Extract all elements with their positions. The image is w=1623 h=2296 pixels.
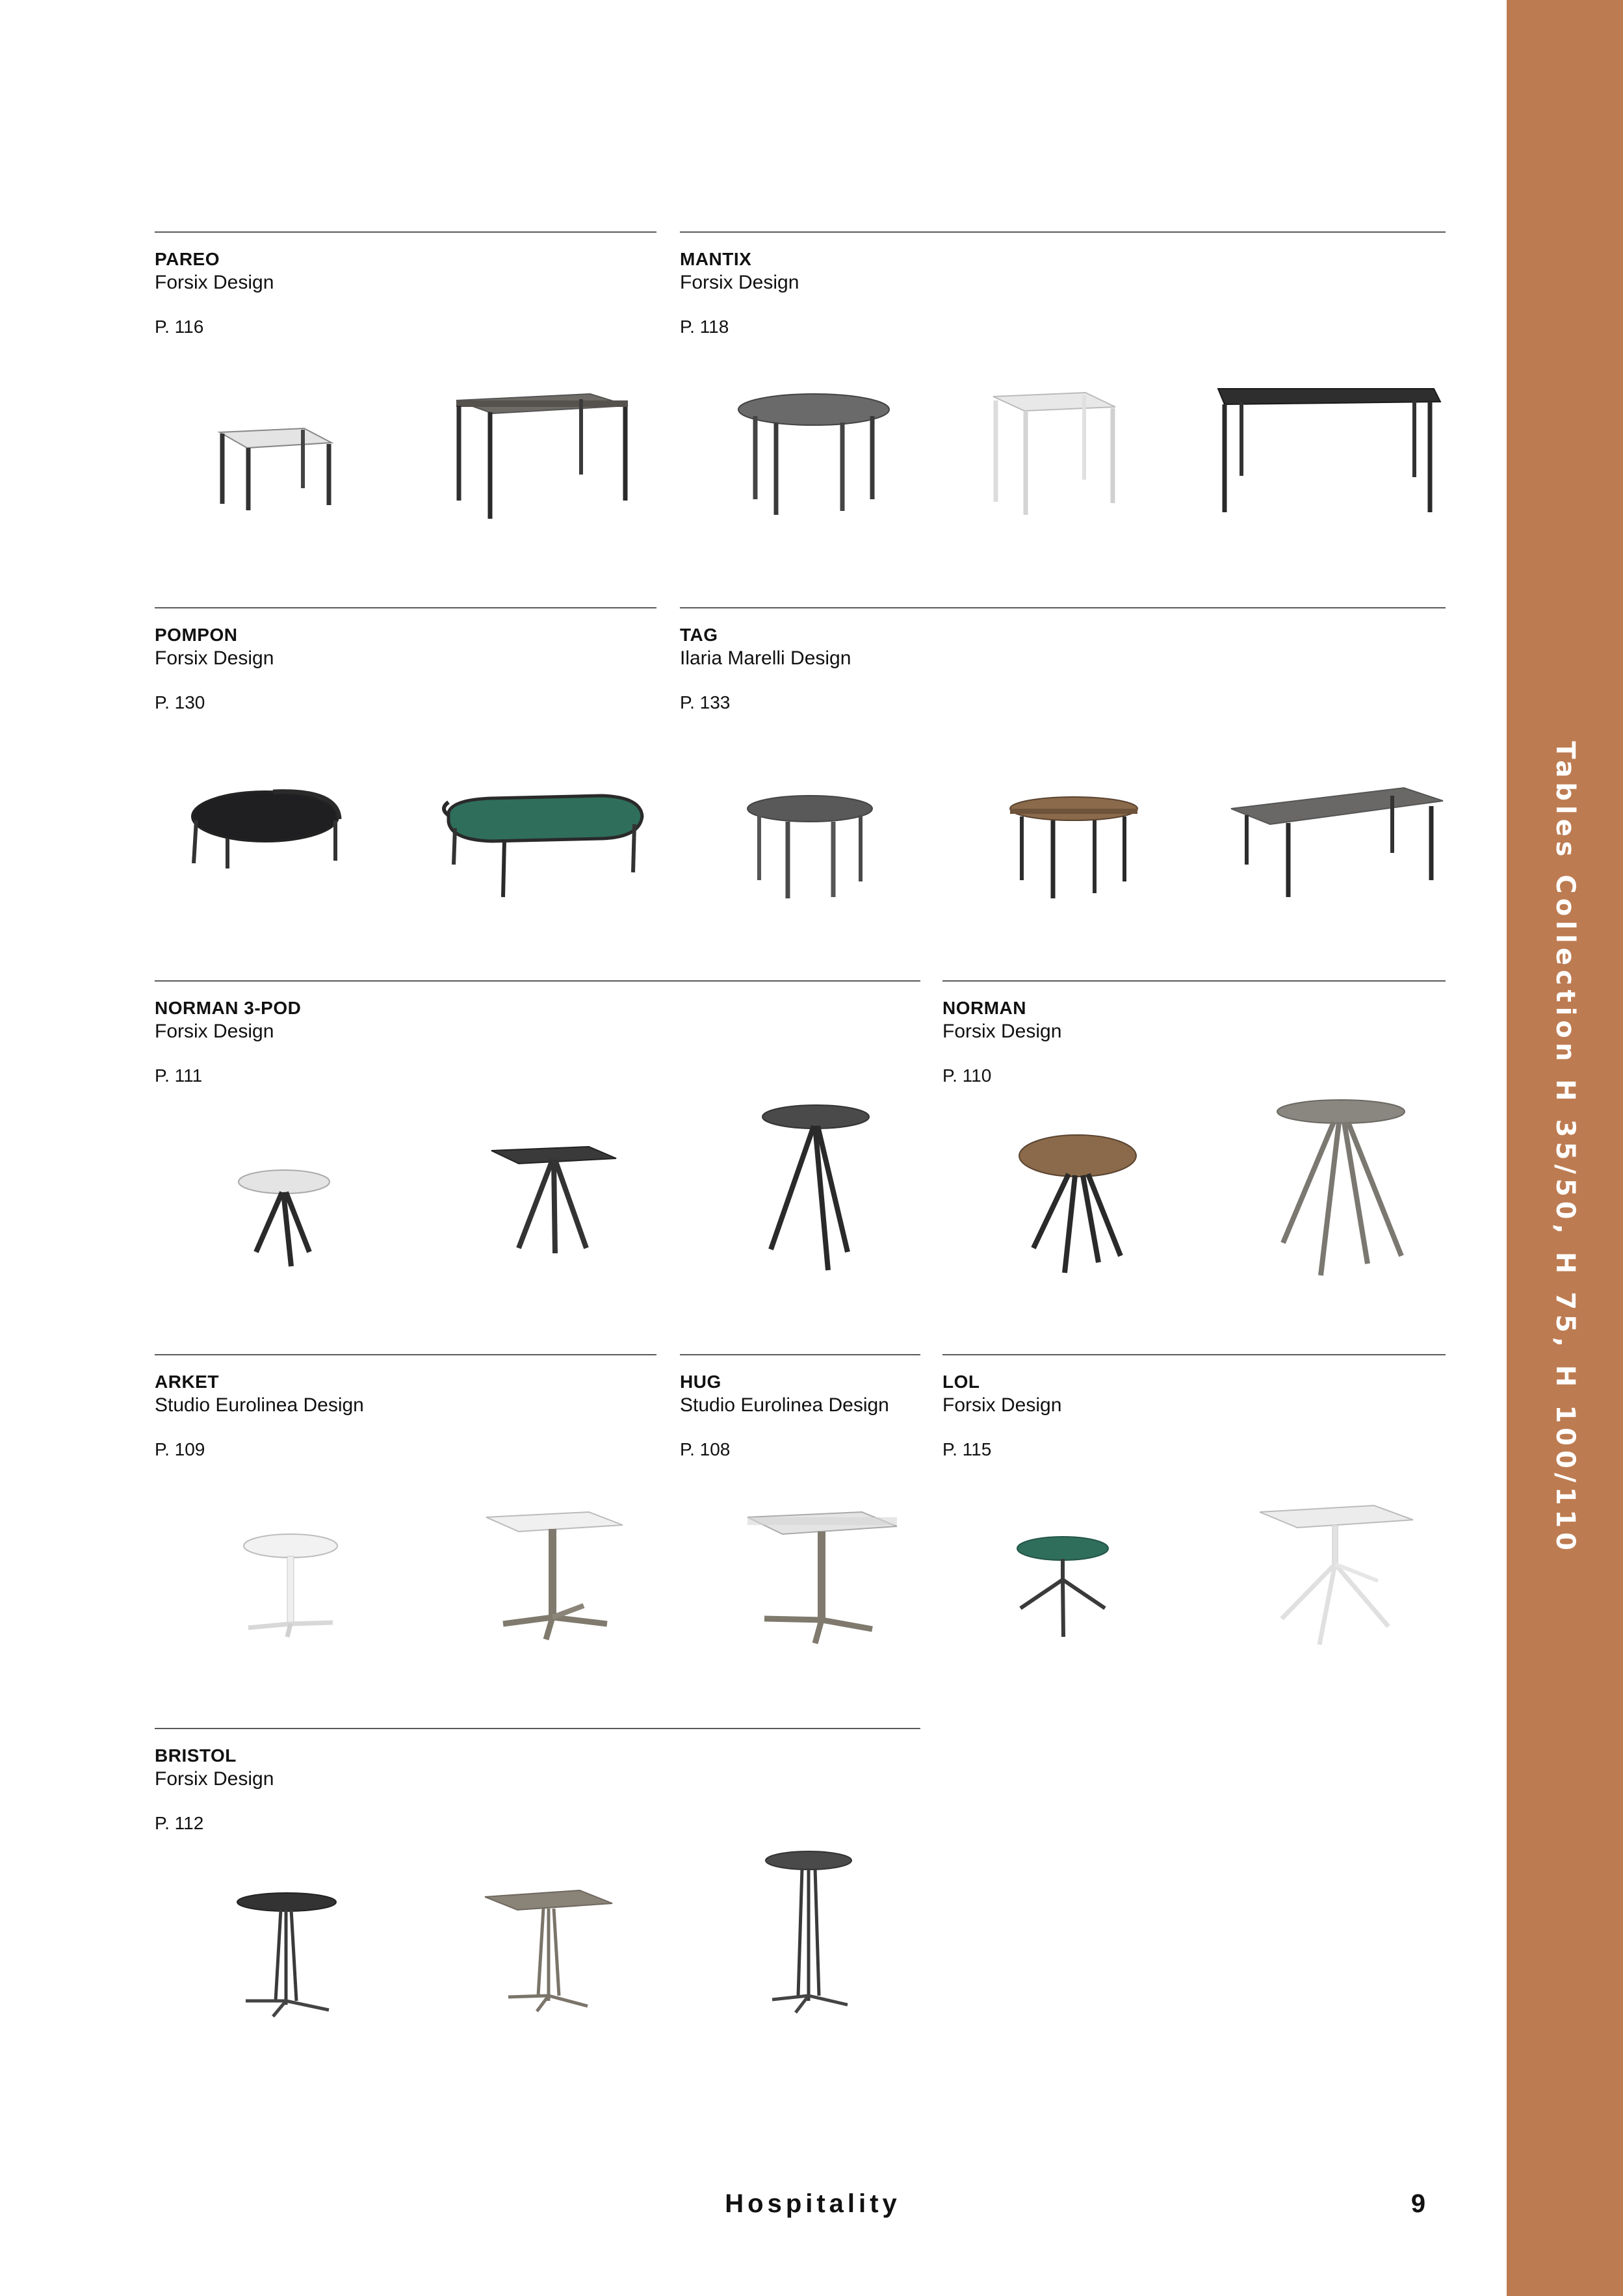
lol-square-white-table-image xyxy=(1258,1503,1416,1647)
mantix-round-table-image xyxy=(736,390,892,517)
norman-bar-table-image xyxy=(1274,1097,1408,1277)
hug-square-table-image xyxy=(745,1508,900,1646)
pareo-low-table-image xyxy=(208,419,338,517)
side-band xyxy=(1507,0,1623,2296)
designer-name: Studio Eurolinea Design xyxy=(155,1394,364,1416)
section-pareo xyxy=(155,231,656,338)
designer-name: Ilaria Marelli Design xyxy=(680,647,851,669)
norman-3-pod-low-round-table-image xyxy=(237,1168,331,1270)
designer-name: Studio Eurolinea Design xyxy=(680,1394,889,1416)
product-name: LOL xyxy=(942,1372,980,1392)
bristol-square-table-image xyxy=(484,1886,615,2014)
product-name: BRISTOL xyxy=(155,1745,237,1766)
section-mantix xyxy=(680,231,1446,338)
product-name: PAREO xyxy=(155,249,220,269)
footer-brand-text: Hospitality xyxy=(725,2189,901,2218)
tag-rectangular-table-image xyxy=(1228,783,1446,902)
mantix-rectangular-table-image xyxy=(1213,385,1442,515)
page-reference[interactable]: P. 110 xyxy=(942,1065,992,1086)
arket-round-white-table-image xyxy=(242,1533,339,1639)
pompon-round-tray-table-image xyxy=(188,780,344,871)
designer-name: Forsix Design xyxy=(942,1021,1062,1042)
section-divider xyxy=(680,1354,920,1355)
designer-name: Forsix Design xyxy=(155,1768,274,1790)
page-reference[interactable]: P. 130 xyxy=(155,692,205,712)
section-divider xyxy=(155,1354,656,1355)
section-bristol xyxy=(155,1728,920,1834)
footer-brand xyxy=(0,2189,1623,2219)
page-reference[interactable]: P. 112 xyxy=(155,1813,204,1833)
section-hug xyxy=(680,1354,920,1461)
product-name: NORMAN xyxy=(942,998,1026,1018)
side-title-text: Tables Collection H 35/50, H 75, H 100/110 xyxy=(1550,741,1580,1555)
section-divider xyxy=(942,1354,1446,1355)
bristol-bar-table-image xyxy=(763,1849,854,2014)
page-reference[interactable]: P. 115 xyxy=(942,1439,992,1459)
product-name: POMPON xyxy=(155,625,238,645)
product-name: MANTIX xyxy=(680,249,752,269)
pompon-oval-tray-table-image xyxy=(439,783,647,900)
norman-marble-table-image xyxy=(1017,1134,1139,1275)
norman-3-pod-square-table-image xyxy=(490,1144,617,1255)
bristol-round-table-image xyxy=(235,1890,338,2018)
section-divider xyxy=(155,231,656,233)
tag-round-marble-table-image xyxy=(1007,794,1141,901)
page-reference[interactable]: P. 108 xyxy=(680,1439,731,1459)
section-divider xyxy=(155,607,656,608)
section-divider xyxy=(680,231,1446,233)
designer-name: Forsix Design xyxy=(680,272,799,293)
section-arket xyxy=(155,1354,656,1461)
lol-round-green-table-image xyxy=(1014,1534,1111,1638)
norman-3-pod-bar-table-image xyxy=(760,1102,871,1273)
page-reference[interactable]: P. 111 xyxy=(155,1065,203,1086)
section-pompon xyxy=(155,607,656,714)
section-divider xyxy=(680,607,1446,608)
arket-square-table-image xyxy=(485,1508,625,1642)
page-reference[interactable]: P. 118 xyxy=(680,317,729,337)
tag-round-grey-table-image xyxy=(745,793,875,901)
page-reference[interactable]: P. 109 xyxy=(155,1439,205,1459)
designer-name: Forsix Design xyxy=(942,1394,1062,1416)
section-divider xyxy=(155,1728,920,1729)
product-name: HUG xyxy=(680,1372,721,1392)
section-norman xyxy=(942,980,1446,1087)
designer-name: Forsix Design xyxy=(155,647,274,669)
section-divider xyxy=(155,980,920,982)
page-reference[interactable]: P. 116 xyxy=(155,317,204,337)
section-tag xyxy=(680,607,1446,714)
pareo-dining-table-image xyxy=(454,390,630,520)
mantix-square-table-image xyxy=(988,387,1118,517)
section-norman-3-pod xyxy=(155,980,920,1087)
product-name: ARKET xyxy=(155,1372,219,1392)
product-name: NORMAN 3-POD xyxy=(155,998,302,1018)
page-reference[interactable]: P. 133 xyxy=(680,692,731,712)
page-number: 9 xyxy=(1410,2189,1426,2218)
designer-name: Forsix Design xyxy=(155,1021,274,1042)
section-divider xyxy=(942,980,1446,982)
section-lol xyxy=(942,1354,1446,1461)
product-name: TAG xyxy=(680,625,718,645)
designer-name: Forsix Design xyxy=(155,272,274,293)
